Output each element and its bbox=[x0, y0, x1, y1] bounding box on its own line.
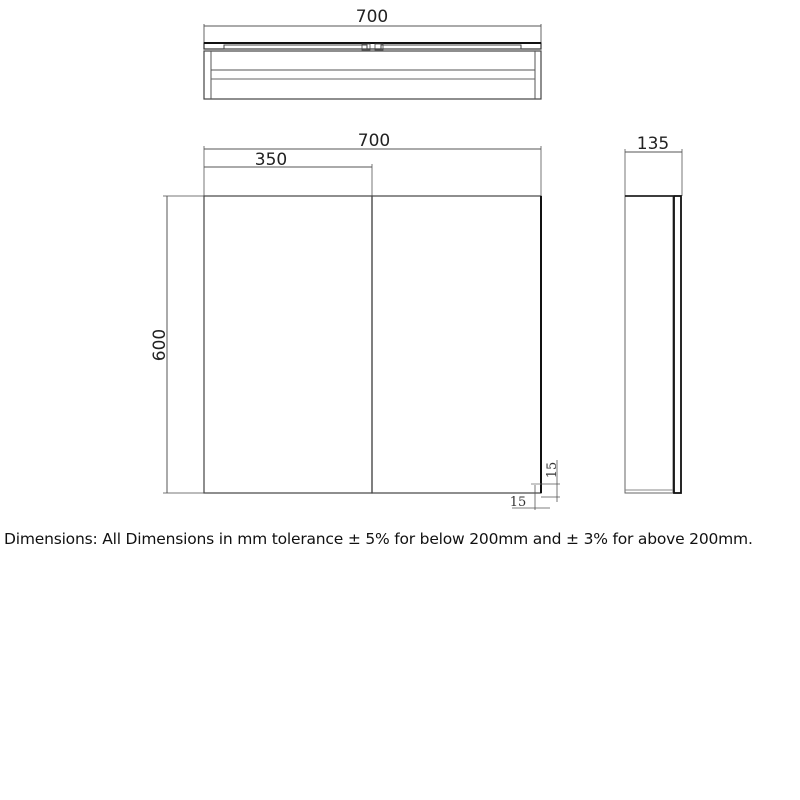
detail-horizontal-label: 15 bbox=[509, 495, 527, 510]
height-label: 600 bbox=[150, 328, 170, 362]
top-view bbox=[204, 7, 541, 99]
door-width-label: 350 bbox=[254, 150, 288, 170]
top-width-label: 700 bbox=[355, 7, 389, 27]
depth-label: 135 bbox=[636, 134, 670, 154]
side-view bbox=[625, 134, 682, 493]
front-width-label: 700 bbox=[357, 131, 391, 151]
dimensions-note: Dimensions: All Dimensions in mm tolerance ± 5% for below 200mm and ± 3% for above 200mm. bbox=[4, 530, 753, 548]
front-view bbox=[150, 131, 560, 510]
detail-vertical-label: 15 bbox=[545, 461, 560, 479]
